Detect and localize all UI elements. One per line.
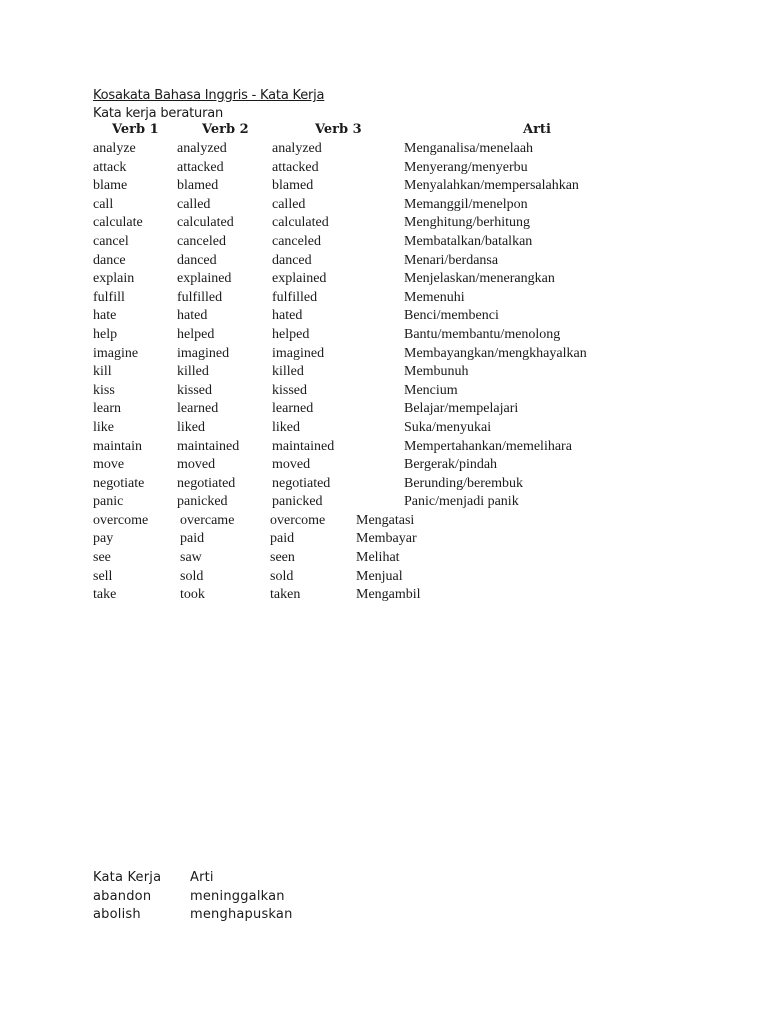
verb-2-cell: analyzed bbox=[177, 141, 227, 156]
table-row bbox=[0, 159, 768, 178]
header-kata-kerja: Kata Kerja bbox=[93, 870, 162, 885]
verb-3-cell: liked bbox=[272, 419, 300, 435]
table-row bbox=[0, 438, 768, 457]
verb-2-cell: canceled bbox=[177, 233, 226, 249]
verb-2-cell: explained bbox=[177, 271, 232, 287]
verb-3-cell: analyzed bbox=[272, 141, 322, 156]
arti-cell: Suka/menyukai bbox=[404, 419, 492, 435]
verb-2-cell: maintained bbox=[177, 438, 240, 454]
verb-1-cell: imagine bbox=[93, 345, 139, 361]
verb-1-cell: kiss bbox=[93, 382, 115, 398]
kata-kerja-cell: abolish bbox=[93, 907, 141, 922]
verb-2-cell: kissed bbox=[177, 382, 212, 398]
verb-1-cell: negotiate bbox=[93, 475, 145, 491]
table-row bbox=[0, 270, 768, 289]
verb-1-cell: dance bbox=[93, 252, 126, 268]
arti-cell: Menjelaskan/menerangkan bbox=[404, 271, 555, 287]
arti-cell: Menari/berdansa bbox=[404, 252, 499, 268]
verb-2-cell: moved bbox=[177, 457, 216, 473]
table-row bbox=[0, 549, 768, 568]
verb-3-cell: paid bbox=[270, 531, 295, 547]
arti-cell: Memenuhi bbox=[404, 289, 465, 305]
verb-3-cell: fulfilled bbox=[272, 289, 318, 305]
document-title: Kosakata Bahasa Inggris - Kata Kerja bbox=[93, 88, 325, 103]
verb-3-cell: hated bbox=[272, 308, 303, 324]
table-row bbox=[0, 586, 768, 605]
verb-2-cell: learned bbox=[177, 401, 219, 417]
arti-cell: Menghitung/berhitung bbox=[404, 215, 530, 231]
arti-cell: menghapuskan bbox=[190, 907, 293, 922]
arti-cell: Menyerang/menyerbu bbox=[404, 159, 528, 175]
arti-cell: Menyalahkan/mempersalahkan bbox=[404, 178, 579, 194]
verb-1-cell: calculate bbox=[93, 215, 143, 231]
header-verb-1: Verb 1 bbox=[112, 122, 159, 137]
verb-2-cell: killed bbox=[177, 364, 209, 380]
verb-1-cell: maintain bbox=[93, 438, 142, 454]
verb-3-cell: blamed bbox=[272, 178, 314, 194]
header-arti: Arti bbox=[190, 870, 214, 885]
verb-1-cell: fulfill bbox=[93, 289, 125, 305]
verb-2-cell: paid bbox=[180, 531, 205, 547]
arti-cell: Berunding/berembuk bbox=[404, 475, 523, 491]
table-row bbox=[0, 252, 768, 271]
arti-cell: Mengatasi bbox=[356, 512, 415, 528]
verb-3-cell: panicked bbox=[272, 494, 323, 510]
verb-1-cell: take bbox=[93, 587, 117, 603]
verb-2-cell: blamed bbox=[177, 178, 219, 194]
document-subtitle: Kata kerja beraturan bbox=[93, 106, 224, 121]
arti-cell: Mengambil bbox=[356, 587, 421, 603]
verb-2-cell: took bbox=[180, 587, 205, 603]
verb-1-cell: overcome bbox=[93, 512, 149, 528]
verb-table-header bbox=[0, 122, 768, 140]
verb-2-cell: sold bbox=[180, 568, 204, 584]
table-row bbox=[0, 289, 768, 308]
verb-1-cell: kill bbox=[93, 364, 112, 380]
verb-3-cell: danced bbox=[272, 252, 312, 268]
verb-2-cell: called bbox=[177, 196, 211, 212]
verb-3-cell: attacked bbox=[272, 159, 319, 175]
verb-3-cell: kissed bbox=[272, 382, 307, 398]
arti-cell: Memanggil/menelpon bbox=[404, 196, 528, 212]
table-row bbox=[0, 233, 768, 252]
verb-1-cell: cancel bbox=[93, 233, 129, 249]
arti-cell: Membatalkan/batalkan bbox=[404, 233, 533, 249]
arti-cell: Membayangkan/mengkhayalkan bbox=[404, 345, 587, 361]
table-row bbox=[0, 530, 768, 549]
arti-cell: Bergerak/pindah bbox=[404, 457, 498, 473]
verb-3-cell: helped bbox=[272, 326, 310, 342]
verb-2-cell: fulfilled bbox=[177, 289, 223, 305]
table-row bbox=[0, 214, 768, 233]
vocab-table bbox=[0, 869, 768, 925]
verb-1-cell: see bbox=[93, 550, 111, 566]
arti-cell: Belajar/mempelajari bbox=[404, 401, 519, 417]
arti-cell: Panic/menjadi panik bbox=[404, 494, 519, 510]
arti-cell: Mencium bbox=[404, 382, 458, 398]
arti-cell: Bantu/membantu/menolong bbox=[404, 326, 561, 342]
verb-table bbox=[0, 140, 768, 605]
table-row bbox=[0, 493, 768, 512]
arti-cell: Melihat bbox=[356, 550, 400, 566]
arti-cell: Benci/membenci bbox=[404, 308, 499, 324]
verb-3-cell: canceled bbox=[272, 233, 321, 249]
verb-2-cell: imagined bbox=[177, 345, 230, 361]
table-row bbox=[0, 419, 768, 438]
verb-1-cell: move bbox=[93, 457, 125, 473]
vocab-table-header bbox=[0, 869, 768, 888]
verb-3-cell: calculated bbox=[272, 215, 329, 231]
verb-2-cell: liked bbox=[177, 419, 205, 435]
table-row bbox=[0, 906, 768, 925]
verb-2-cell: panicked bbox=[177, 494, 228, 510]
verb-1-cell: hate bbox=[93, 308, 117, 324]
verb-3-cell: called bbox=[272, 196, 306, 212]
table-row bbox=[0, 475, 768, 494]
table-row bbox=[0, 345, 768, 364]
verb-3-cell: moved bbox=[272, 457, 311, 473]
verb-2-cell: negotiated bbox=[177, 475, 236, 491]
header-arti: Arti bbox=[523, 122, 551, 137]
arti-cell: meninggalkan bbox=[190, 888, 285, 904]
verb-2-cell: saw bbox=[180, 550, 202, 566]
table-row bbox=[0, 456, 768, 475]
verb-1-cell: attack bbox=[93, 159, 127, 175]
verb-3-cell: imagined bbox=[272, 345, 325, 361]
verb-1-cell: sell bbox=[93, 568, 113, 584]
verb-2-cell: attacked bbox=[177, 159, 224, 175]
verb-2-cell: hated bbox=[177, 308, 208, 324]
verb-3-cell: maintained bbox=[272, 438, 335, 454]
table-row bbox=[0, 307, 768, 326]
table-row bbox=[0, 568, 768, 587]
verb-3-cell: killed bbox=[272, 364, 304, 380]
arti-cell: Mempertahankan/memelihara bbox=[404, 438, 572, 454]
verb-3-cell: explained bbox=[272, 271, 327, 287]
verb-3-cell: sold bbox=[270, 568, 294, 584]
table-row bbox=[0, 363, 768, 382]
table-row bbox=[0, 512, 768, 531]
arti-cell: Menganalisa/menelaah bbox=[404, 141, 534, 156]
table-row bbox=[0, 177, 768, 196]
verb-1-cell: panic bbox=[93, 494, 124, 510]
table-row bbox=[0, 888, 768, 907]
verb-2-cell: helped bbox=[177, 326, 215, 342]
table-row bbox=[0, 326, 768, 345]
verb-2-cell: overcame bbox=[180, 512, 235, 528]
arti-cell: Menjual bbox=[356, 568, 403, 584]
table-row bbox=[0, 196, 768, 215]
verb-3-cell: taken bbox=[270, 587, 301, 603]
verb-3-cell: seen bbox=[270, 550, 295, 566]
verb-3-cell: negotiated bbox=[272, 475, 331, 491]
verb-3-cell: overcome bbox=[270, 512, 326, 528]
verb-1-cell: blame bbox=[93, 178, 128, 194]
table-row bbox=[0, 382, 768, 401]
verb-2-cell: calculated bbox=[177, 215, 234, 231]
kata-kerja-cell: abandon bbox=[93, 888, 152, 904]
table-row bbox=[0, 140, 768, 159]
verb-1-cell: call bbox=[93, 196, 114, 212]
verb-3-cell: learned bbox=[272, 401, 314, 417]
verb-2-cell: danced bbox=[177, 252, 217, 268]
verb-1-cell: like bbox=[93, 419, 114, 435]
verb-1-cell: help bbox=[93, 326, 118, 342]
verb-1-cell: analyze bbox=[93, 141, 136, 156]
table-row bbox=[0, 400, 768, 419]
verb-1-cell: pay bbox=[93, 531, 114, 547]
verb-1-cell: explain bbox=[93, 271, 135, 287]
arti-cell: Membayar bbox=[356, 531, 417, 547]
arti-cell: Membunuh bbox=[404, 364, 469, 380]
verb-1-cell: learn bbox=[93, 401, 121, 417]
header-verb-3: Verb 3 bbox=[315, 122, 362, 137]
header-verb-2: Verb 2 bbox=[202, 122, 249, 137]
